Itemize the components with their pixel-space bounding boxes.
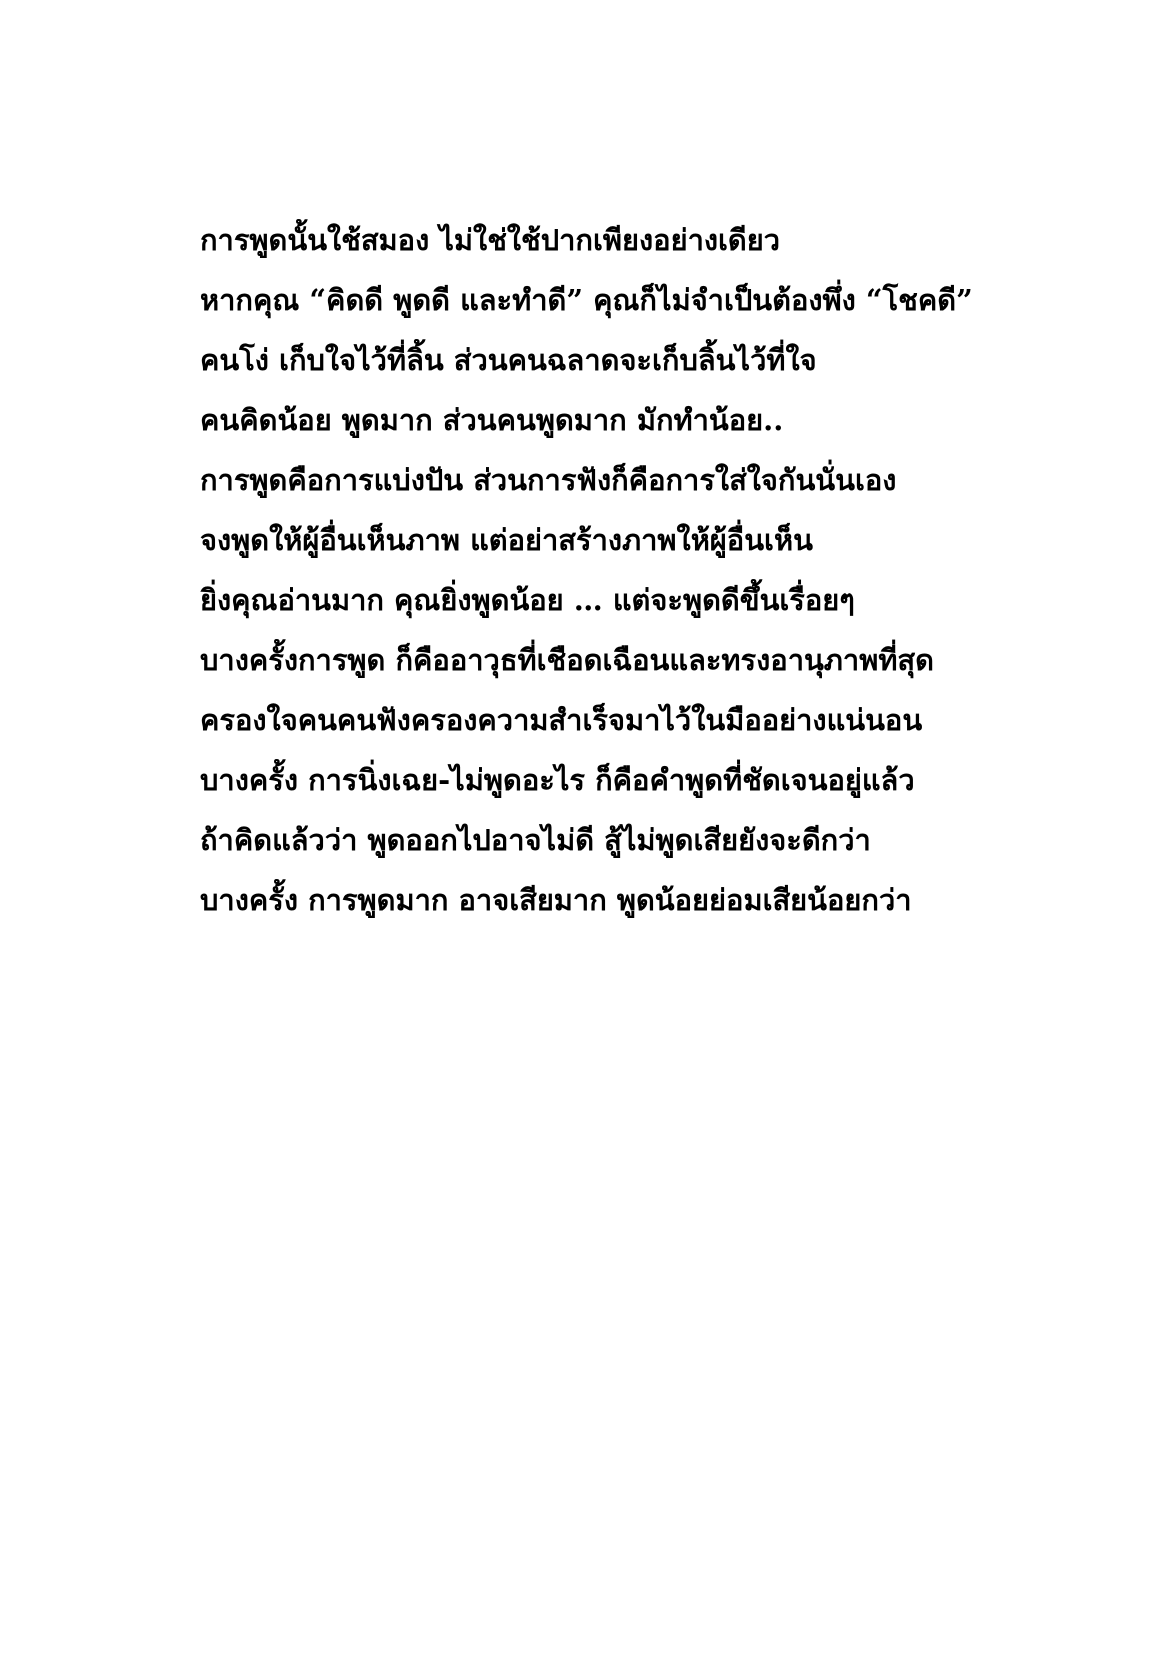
quote-line-3: คนโง่ เก็บใจไว้ที่ลิ้น ส่วนคนฉลาดจะเก็บลิ้นไว้ที่ใจ [200,343,817,377]
quote-line-12: บางครั้ง การพูดมาก อาจเสียมาก พูดน้อยย่อมเสียน้อยกว่า [200,883,912,917]
quote-line-11: ถ้าคิดแล้วว่า พูดออกไปอาจไม่ดี สู้ไม่พูดเสียยังจะดีกว่า [200,823,871,857]
quote-line-10: บางครั้ง การนิ่งเฉย-ไม่พูดอะไร ก็คือคำพูดที่ชัดเจนอยู่แล้ว [200,763,915,797]
quote-line-2: หากคุณ “คิดดี พูดดี และทำดี” คุณก็ไม่จำเป็นต้องพึ่ง “โชคดี” [200,283,973,317]
quote-line-9: ครองใจคนคนฟังครองความสำเร็จมาไว้ในมืออย่างแน่นอน [200,703,923,737]
quote-line-8: บางครั้งการพูด ก็คืออาวุธที่เชือดเฉือนและทรงอานุภาพที่สุด [200,643,934,677]
quote-line-5: การพูดคือการแบ่งปัน ส่วนการฟังก็คือการใส่ใจกันนั่นเอง [200,463,897,497]
quote-text-block [200,210,1100,930]
quote-line-1: การพูดนั้นใช้สมอง ไม่ใช่ใช้ปากเพียงอย่างเดียว [200,223,781,257]
quote-line-4: คนคิดน้อย พูดมาก ส่วนคนพูดมาก มักทำน้อย.. [200,403,784,437]
quote-line-6: จงพูดให้ผู้อื่นเห็นภาพ แต่อย่าสร้างภาพให้ผู้อื่นเห็น [200,523,813,557]
quote-line-7: ยิ่งคุณอ่านมาก คุณยิ่งพูดน้อย … แต่จะพูดดีขึ้นเรื่อยๆ [200,583,855,617]
